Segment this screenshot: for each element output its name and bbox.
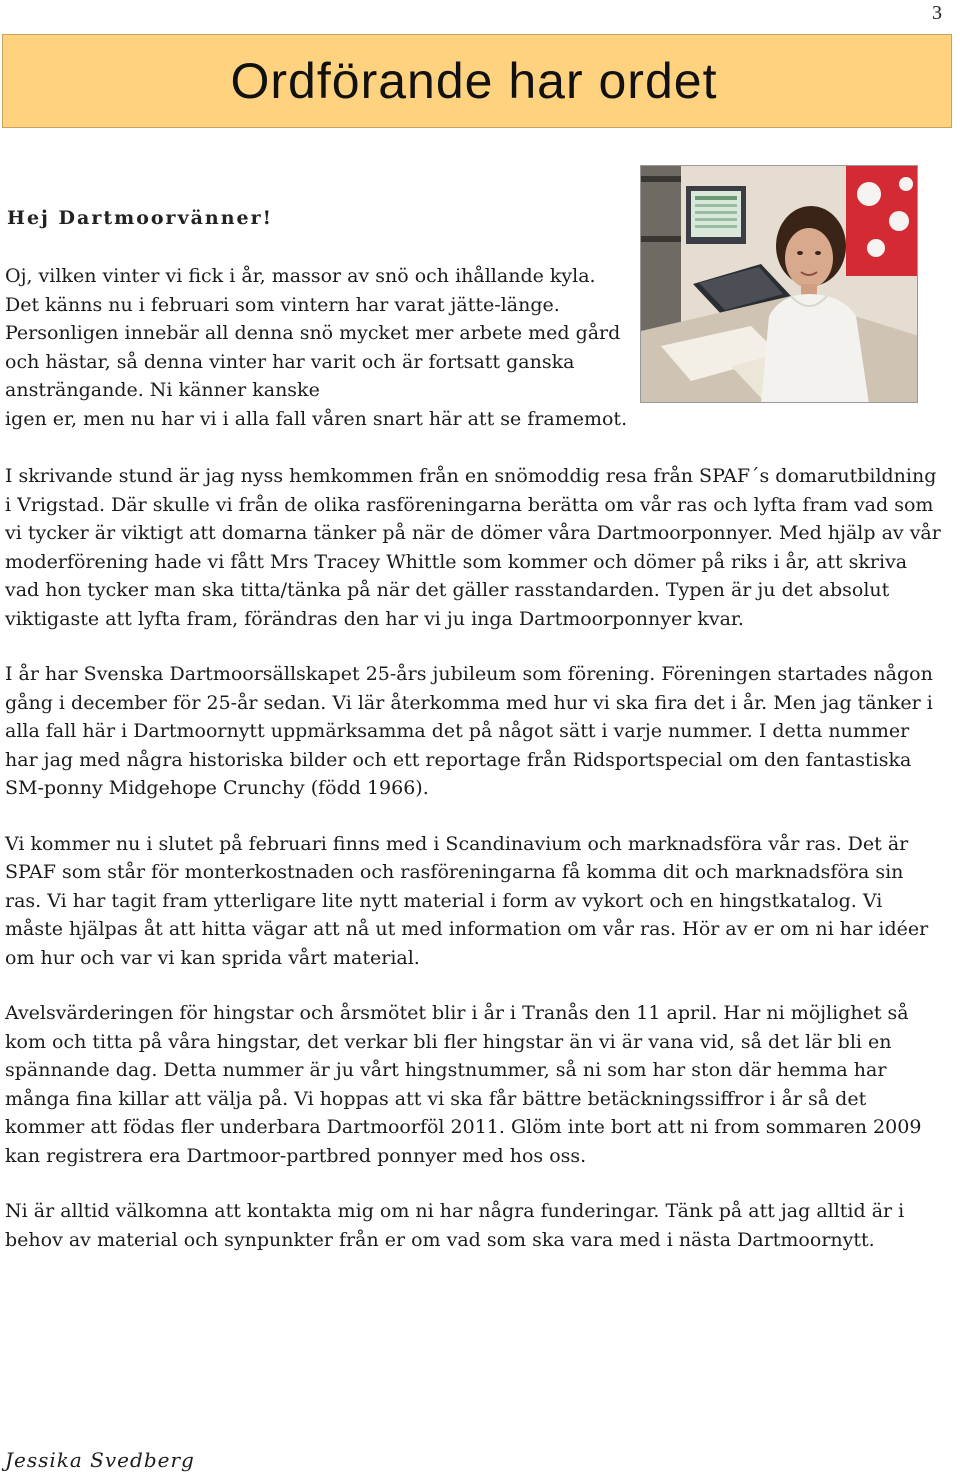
- intro-paragraph: [5, 262, 635, 433]
- page-title: Ordförande har ordet: [230, 53, 718, 109]
- signature: Jessika Svedberg: [5, 1448, 195, 1472]
- paragraph-scandinavium: Vi kommer nu i slutet på februari finns med i Scandinavium och marknadsföra vår ras. Det är SPAF som står för monterkostnaden och rasföreningarna få komma dit och marknadsföra sin ras. Vi har tagit fram ytterligare lite nytt material i form av vykort och en hingstkatalog. Vi måste hjälpas åt att hitta vägar att nå ut med information om vår ras. Hör av er om ni har idéer om hur och var vi kan sprida vårt material.: [5, 832, 929, 969]
- paragraph-jubilee: I år har Svenska Dartmoorsällskapet 25-års jubileum som förening. Föreningen startades någon gång i december för 25-år sedan. Vi lär återkomma med hur vi ska fira det i år. Men jag tänker i alla fall här i Dartmoornytt uppmärksamma det på något sätt i varje nummer. I detta nummer har jag med några historiska bilder och ett reportage från Ridsportspecial om den fantastiska SM-ponny Midgehope Crunchy (född 1966).: [5, 663, 933, 799]
- article-body: [5, 262, 945, 1281]
- title-banner: [2, 34, 952, 128]
- intro-text-continued: igen er, men nu har vi i alla fall våren snart här att se framemot.: [5, 407, 628, 430]
- paragraph-contact: Ni är alltid välkomna att kontakta mig om ni har några funderingar. Tänk på att jag alltid är i behov av material och synpunkter från er om vad som ska vara med i nästa Dartmoornytt.: [5, 1200, 905, 1251]
- page-number: 3: [932, 2, 942, 24]
- greeting: Hej Dartmoorvänner!: [7, 207, 273, 229]
- paragraph-judges-training: I skrivande stund är jag nyss hemkommen från en snömoddig resa från SPAF´s domarutbildning i Vrigstad. Där skulle vi från de olika rasföreningarna berätta om vår ras och lyfta fram vad som vi tycker är viktigt att domarna tänker på när de dömer våra Dartmoorponnyer. Med hjälp av vår moderförening hade vi fått Mrs Tracey Whittle som kommer och dömer på riks i år, att skriva vad hon tycker man ska titta/tänka på när det gäller rasstandarden. Typen är ju det absolut viktigaste att lyfta fram, förändras den har vi ju inga Dartmoorponnyer kvar.: [5, 465, 941, 630]
- intro-text: Oj, vilken vinter vi fick i år, massor av snö och ihållande kyla. Det känns nu i februari som vintern har varat jätte-länge. Personligen innebär all denna snö mycket mer arbete med gård och hästar, så denna vinter har varit och är fortsatt ganska ansträngande. Ni känner kanske: [5, 265, 621, 401]
- paragraph-stallion-evaluation: Avelsvärderingen för hingstar och årsmötet blir i år i Tranås den 11 april. Har ni möjlighet så kom och titta på våra hingstar, det verkar bli fler hingstar än vi är vana vid, så det lär bli en spännande dag. Detta nummer är ju vårt hingstnummer, så ni som har ston där hemma har många fina killar att välja på. Vi hoppas att vi ska får bättre betäckningssiffror i år så det kommer att födas fler underbara Dartmoorföl 2011. Glöm inte bort att ni from sommaren 2009 kan registrera era Dartmoor-partbred ponnyer med hos oss.: [5, 1002, 922, 1167]
